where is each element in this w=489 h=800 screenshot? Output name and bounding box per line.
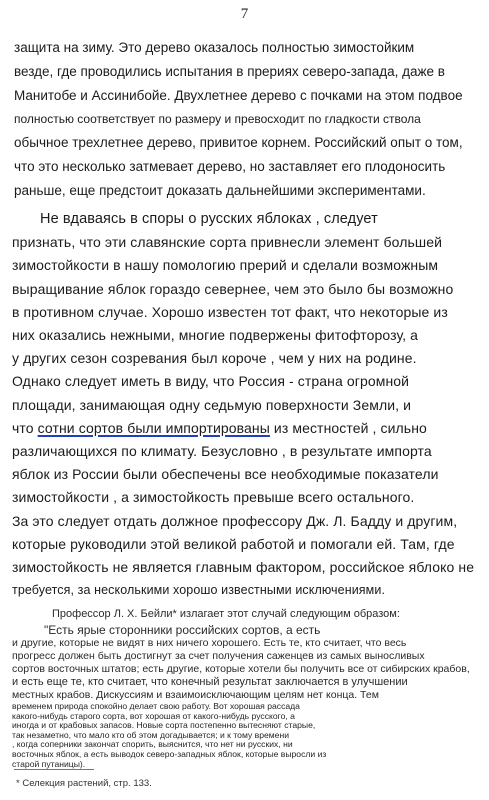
footnote: * Селекция растений, стр. 133. [16,778,152,789]
text-line: у других сезон созревания был короче , чем у них на родине. [12,350,417,367]
text-line: За это следует отдать должное профессору Дж. Л. Бадду и другим, [12,512,458,529]
quote-line: прогресс должен быть достигнут за счет получения саженцев из самых выносливых [12,650,425,662]
text-line: полностью соответствует по размеру и превосходит по гладкости ствола [14,112,421,127]
text-line: зимостойкости , а зимостойкость превыше всего остального. [12,489,415,506]
page-number: 7 [240,6,249,22]
text-line: везде, где проводились испытания в прериях северо-запада, даже в [14,63,445,79]
text-line: которые руководили этой великой работой и помогали ей. Там, где [12,535,455,552]
text-fragment: из местностей , сильно [269,419,427,436]
quote-line: какого-нибудь старого сорта, вот хорошая от какого-нибудь русского, а [12,710,295,721]
text-line: Не вдаваясь в споры о русских яблоках , следует [40,211,378,227]
text-line: защита на зиму. Это дерево оказалось полностью зимостойким [14,40,415,55]
quote-line: иногда и от крабовых запасов. Новые сорта постепенно вытесняют старые, [12,720,316,731]
text-line: площади, занимающая одну седьмую поверхности Земли, и [12,396,412,413]
text-line: зимостойкости в нашу помологию прерий и сделали возможным [12,257,439,274]
text-line: признать, что эти славянские сорта привнесли элемент большей [12,234,443,251]
quote-line: и есть еще те, кто считает, что конечный результат заключается в улучшении [12,676,408,688]
text-line: яблок из России были обеспечены все необходимые показатели [12,466,439,483]
intro-line: Профессор Л. Х. Бейли* излагает этот случай следующим образом: [52,608,400,620]
quote-line: и другие, которые не видят в них ничего хорошего. Есть те, кто считает, что весь [12,637,407,649]
text-line: Однако следует иметь в виду, что Россия - страна огромной [12,373,410,390]
text-line: что это несколько затмевает дерево, но заставляет его плодоносить [14,159,446,174]
text-line: раньше, еще предстоит доказать дальнейшими экспериментами. [14,182,426,198]
text-line: в противном случае. Хорошо известен тот факт, что некоторые из [12,303,448,320]
text-line [12,420,427,436]
quote-line: старой путаницы). [12,758,86,769]
text-line: Манитобе и Ассинибойе. Двухлетнее дерево с почками на этом подвое [14,87,463,103]
text-line: различающихся по климату. Безусловно , в результате импорта [12,443,432,459]
text-line: них оказались нежными, многие подвержены фитофторозу, а [12,327,419,343]
text-fragment: что [12,419,38,436]
quote-line: местных крабов. Дискуссиям и взаимоисключающим целям нет конца. Тем [12,689,379,701]
quote-line: восточных яблок, а есть выводок северо-западных яблок, которые выросли из [12,749,327,759]
text-line: обычное трехлетнее дерево, привитое корнем. Российский опыт о том, [14,135,463,151]
text-line: выращивание яблок гораздо севернее, чем это было бы возможно [12,280,454,297]
quote-line: "Есть ярые сторонники российских сортов, а есть [44,623,321,637]
text-line: требуется, за несколькими хорошо известными исключениями. [12,583,386,598]
quote-line: так незаметно, что мало кто об этом догадывается; и к тому времени [12,729,289,740]
footnote-divider [14,769,94,770]
underlined-link[interactable]: сотни сортов были импортированы [37,419,270,436]
quote-line: сортов восточных штатов; есть другие, которые хотели бы получить все от сибирских крабов, [12,663,470,675]
quote-line: временем природа спокойно делает свою работу. Вот хорошая рассада [12,701,300,711]
text-line: зимостойкость не является главным фактором, российское яблоко не [12,559,475,575]
quote-line: , когда соперники закончат спорить, выяснится, что нет ни русских, ни [12,739,293,750]
